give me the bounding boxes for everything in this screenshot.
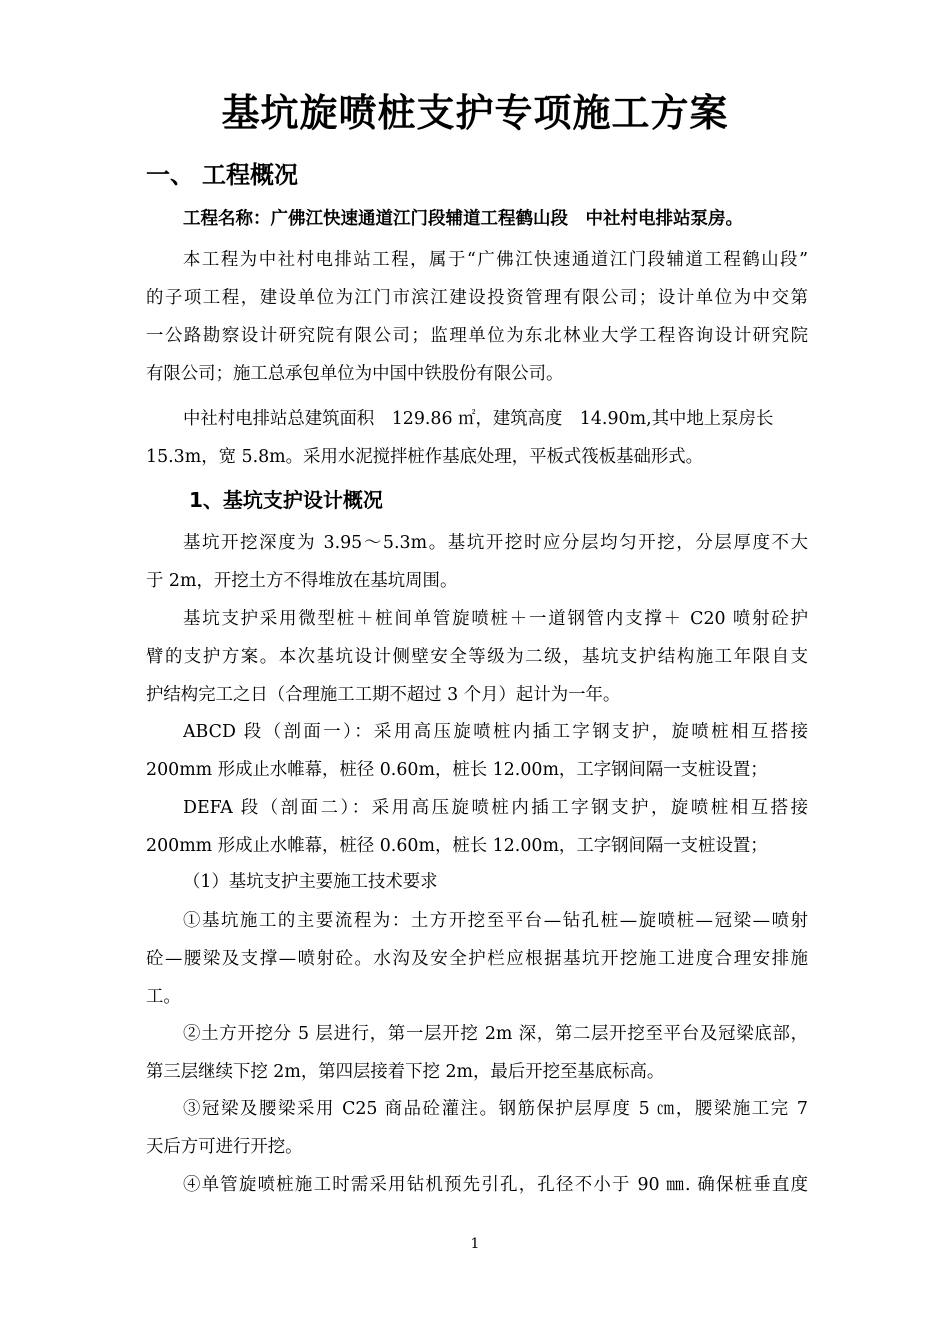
paragraph-line: 中社村电排站总建筑面积 129.86 ㎡，建筑高度 14.90m,其中地上泵房长 <box>183 409 774 429</box>
paragraph-line: ④单管旋喷桩施工时需采用钻机预先引孔，孔径不小于 90 ㎜. 确保桩垂直度 <box>183 1175 808 1195</box>
paragraph-line: （1）基坑支护主要施工技术要求 <box>183 872 438 892</box>
paragraph-line: 天后方可进行开挖。 <box>146 1137 303 1157</box>
paragraph-line: ②土方开挖分 5 层进行，第一层开挖 2m 深，第二层开挖至平台及冠梁底部， <box>183 1024 808 1044</box>
page-number: 1 <box>470 1236 480 1252</box>
paragraph-line: ①基坑施工的主要流程为：土方开挖至平台—钻孔桩—旋喷桩—冠梁—喷射 <box>183 911 808 931</box>
paragraph-line: 一公路勘察设计研究院有限公司；监理单位为东北林业大学工程咨询设计研究院 <box>146 326 808 346</box>
paragraph-line: 工。 <box>146 987 181 1007</box>
paragraph-line: 有限公司；施工总承包单位为中国中铁股份有限公司。 <box>146 364 564 384</box>
paragraph-line: 砼—腰梁及支撑—喷射砼。水沟及安全护栏应根据基坑开挖施工进度合理安排施 <box>146 949 808 969</box>
paragraph-line: ③冠梁及腰梁采用 C25 商品砼灌注。钢筋保护层厚度 5 ㎝，腰梁施工完 7 <box>183 1099 808 1119</box>
paragraph-line: ABCD 段（剖面一）：采用高压旋喷桩内插工字钢支护，旋喷桩相互搭接 <box>183 722 808 742</box>
section-title: 工程概况 <box>202 161 298 189</box>
paragraph-line: 本工程为中社村电排站工程，属于“广佛江快速通道江门段辅道工程鹤山段” <box>183 250 808 270</box>
project-name: 工程名称：广佛江快速通道江门段辅道工程鹤山段 中社村电排站泵房。 <box>183 209 743 229</box>
paragraph-line: 基坑支护采用微型桩＋桩间单管旋喷桩＋一道钢管内支撑＋ C20 喷射砼护 <box>183 609 808 629</box>
paragraph-line: 15.3m，宽 5.8m。采用水泥搅拌桩作基底处理，平板式筏板基础形式。 <box>146 447 704 467</box>
paragraph-line: DEFA 段（剖面二）：采用高压旋喷桩内插工字钢支护，旋喷桩相互搭接 <box>183 798 808 818</box>
paragraph-line: 200mm 形成止水帷幕，桩径 0.60m，桩长 12.00m，工字钢间隔一支桩设置； <box>146 836 768 856</box>
paragraph-line: 200mm 形成止水帷幕，桩径 0.60m，桩长 12.00m，工字钢间隔一支桩设置； <box>146 760 768 780</box>
section-heading <box>146 155 298 190</box>
paragraph-line: 的子项工程，建设单位为江门市滨江建设投资管理有限公司；设计单位为中交第 <box>146 288 808 308</box>
paragraph-line: 臂的支护方案。本次基坑设计侧壁安全等级为二级，基坑支护结构施工年限自支 <box>146 647 808 667</box>
subsection-heading: 1、基坑支护设计概况 <box>189 488 383 512</box>
section-number: 一、 <box>146 161 194 189</box>
document-title: 基坑旋喷桩支护专项施工方案 <box>221 90 729 135</box>
paragraph-line: 基坑开挖深度为 3.95～5.3m。基坑开挖时应分层均匀开挖，分层厚度不大 <box>183 533 808 553</box>
paragraph-line: 第三层继续下挖 2m，第四层接着下挖 2m，最后开挖至基底标高。 <box>146 1062 665 1082</box>
paragraph-line: 于 2m，开挖土方不得堆放在基坑周围。 <box>146 571 458 591</box>
paragraph-line: 护结构完工之日（合理施工工期不超过 3 个月）起计为一年。 <box>146 685 621 705</box>
